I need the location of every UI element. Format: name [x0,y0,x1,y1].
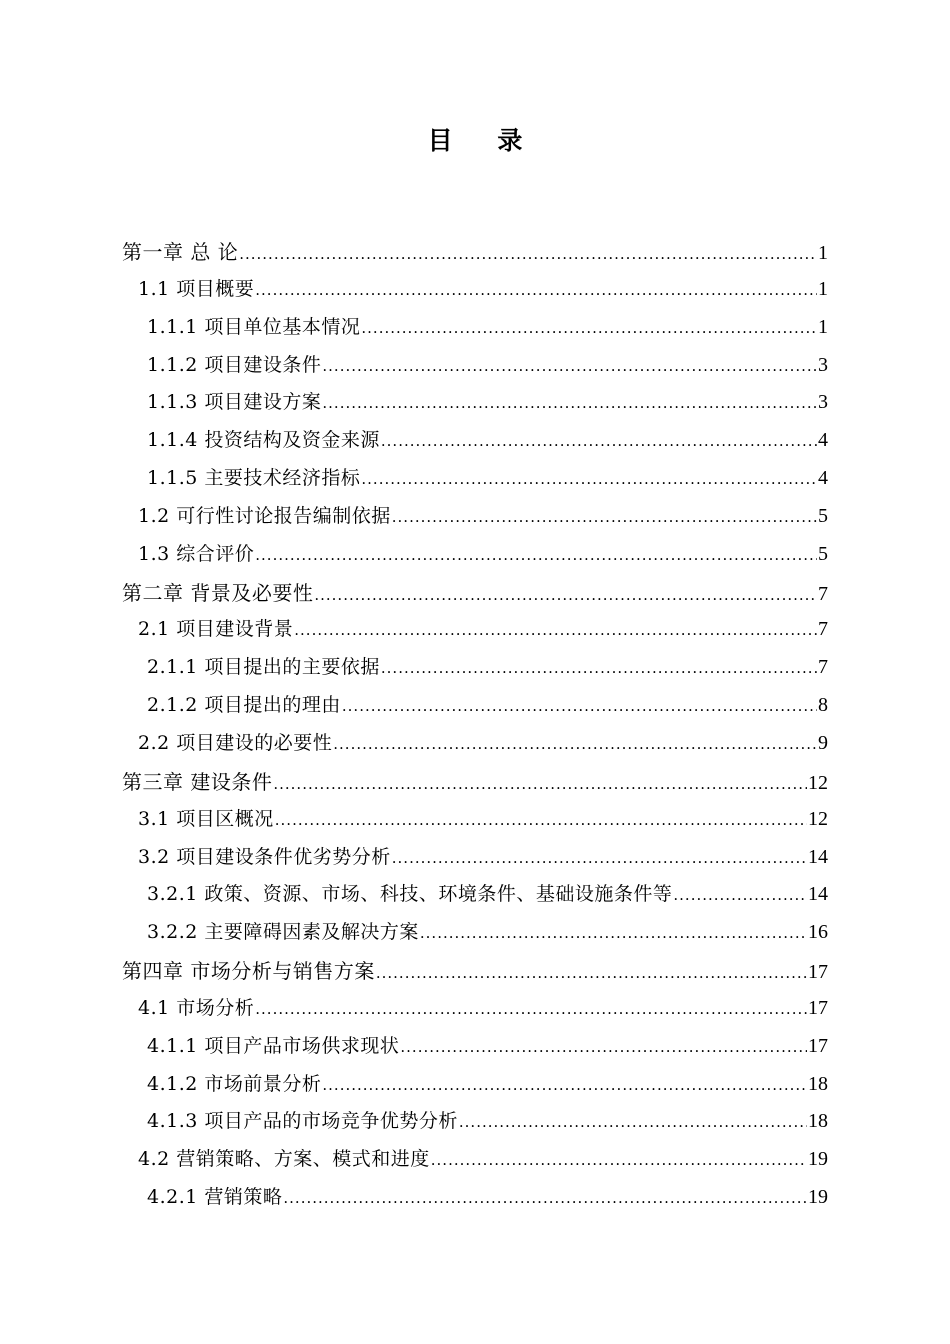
toc-entry-page-number: 3 [818,391,828,414]
toc-entry[interactable] [122,955,828,993]
toc-entry[interactable] [122,842,828,880]
toc-entry[interactable] [122,879,828,917]
toc-entry-label: 3.2.2 主要障碍因素及解决方案 [147,921,419,944]
toc-entry-page-number: 5 [818,542,828,565]
toc-dot-leader [392,508,817,526]
toc-entry[interactable] [122,539,828,577]
toc-entry-label: 2.1.2 项目提出的理由 [147,694,341,717]
toc-entry[interactable] [122,917,828,955]
toc-entry[interactable] [122,463,828,501]
toc-entry-label: 1.1.2 项目建设条件 [147,353,322,376]
toc-entry-page-number: 3 [818,353,828,376]
toc-entry-page-number: 17 [808,961,828,984]
toc-entry-label: 4.1 市场分析 [138,996,255,1019]
toc-entry-label: 3.2.1 政策、资源、市场、科技、环境条件、基础设施条件等 [147,883,673,906]
toc-dot-leader [283,1189,807,1207]
toc-entry[interactable] [122,1069,828,1107]
toc-entry-page-number: 18 [808,1072,828,1095]
toc-dot-leader [342,697,817,715]
toc-entry-page-number: 9 [818,731,828,754]
toc-entry-page-number: 7 [818,618,828,641]
toc-entry-page-number: 17 [808,996,828,1019]
toc-entry[interactable] [122,236,828,274]
toc-entry-page-number: 7 [818,656,828,679]
toc-dot-leader [273,775,807,793]
toc-title: 目 录 [427,126,541,155]
toc-dot-leader [673,886,807,904]
toc-entry[interactable] [122,1182,828,1220]
toc-entry-label: 4.1.1 项目产品市场供求现状 [147,1034,400,1057]
toc-entry-page-number: 19 [808,1148,828,1171]
toc-entry[interactable] [122,614,828,652]
toc-entry-page-number: 4 [818,429,828,452]
toc-entry-label: 1.2 可行性讨论报告编制依据 [138,504,391,527]
toc-entry-label: 4.2 营销策略、方案、模式和进度 [138,1148,430,1171]
toc-entry-page-number: 4 [818,467,828,490]
toc-entry-page-number: 1 [818,277,828,300]
toc-entry-page-number: 19 [808,1186,828,1209]
toc-entry[interactable] [122,993,828,1031]
toc-entry-label: 1.1.3 项目建设方案 [147,391,322,414]
toc-entry-label: 4.2.1 营销策略 [147,1186,283,1209]
toc-dot-leader [239,245,817,263]
toc-dot-leader [381,659,817,677]
toc-entry-page-number: 1 [818,242,828,264]
toc-entry[interactable] [122,274,828,312]
toc-dot-leader [314,586,817,604]
toc-entry-page-number: 14 [808,845,828,868]
toc-entry[interactable] [122,387,828,425]
toc-entry-page-number: 8 [818,694,828,717]
toc-entry-label: 4.1.3 项目产品的市场竞争优势分析 [147,1110,458,1133]
toc-entry[interactable] [122,1106,828,1144]
toc-entry-page-number: 5 [818,504,828,527]
toc-dot-leader [322,394,817,412]
toc-entry-page-number: 1 [818,315,828,338]
toc-entry-label: 2.1.1 项目提出的主要依据 [147,656,380,679]
toc-entry-page-number: 12 [808,807,828,830]
toc-entry[interactable] [122,766,828,804]
toc-dot-leader [275,811,807,829]
toc-dot-leader [376,964,807,982]
toc-entry-page-number: 12 [808,771,828,794]
toc-list [122,236,828,1220]
toc-entry-page-number: 17 [808,1034,828,1057]
toc-entry[interactable] [122,1144,828,1182]
toc-entry[interactable] [122,350,828,388]
toc-dot-leader [255,281,817,299]
toc-entry-label: 3.1 项目区概况 [138,807,274,830]
toc-entry-page-number: 14 [808,883,828,906]
toc-entry[interactable] [122,652,828,690]
toc-dot-leader [322,357,817,375]
toc-entry-page-number: 7 [818,582,828,605]
toc-dot-leader [255,1000,807,1018]
toc-entry-label: 第二章 背景及必要性 [122,580,314,605]
toc-entry[interactable] [122,501,828,539]
toc-dot-leader [322,1076,807,1094]
toc-entry-page-number: 16 [808,921,828,944]
toc-entry-page-number: 18 [808,1110,828,1133]
toc-entry[interactable] [122,728,828,766]
toc-entry-label: 1.1.1 项目单位基本情况 [147,315,361,338]
toc-dot-leader [431,1151,807,1169]
toc-entry-label: 1.1 项目概要 [138,277,255,300]
toc-entry-label: 第四章 市场分析与销售方案 [122,959,375,984]
toc-entry-label: 1.3 综合评价 [138,542,255,565]
toc-entry-label: 第三章 建设条件 [122,769,273,794]
toc-entry-label: 4.1.2 市场前景分析 [147,1072,322,1095]
toc-dot-leader [381,432,817,450]
toc-dot-leader [392,849,807,867]
toc-dot-leader [400,1038,807,1056]
toc-entry[interactable] [122,577,828,615]
toc-dot-leader [294,621,817,639]
toc-dot-leader [255,546,817,564]
toc-dot-leader [361,470,817,488]
toc-dot-leader [420,924,807,942]
toc-entry[interactable] [122,1031,828,1069]
toc-entry[interactable] [122,804,828,842]
toc-dot-leader [459,1113,807,1131]
toc-entry[interactable] [122,690,828,728]
toc-entry-label: 1.1.4 投资结构及资金来源 [147,429,380,452]
toc-entry-label: 3.2 项目建设条件优劣势分析 [138,845,391,868]
toc-entry-label: 2.1 项目建设背景 [138,618,294,641]
toc-dot-leader [333,735,817,753]
toc-entry-label: 第一章 总 论 [122,240,239,264]
toc-dot-leader [361,319,817,337]
toc-entry-label: 2.2 项目建设的必要性 [138,731,333,754]
toc-entry[interactable] [122,312,828,350]
toc-entry[interactable] [122,425,828,463]
toc-entry-label: 1.1.5 主要技术经济指标 [147,467,361,490]
